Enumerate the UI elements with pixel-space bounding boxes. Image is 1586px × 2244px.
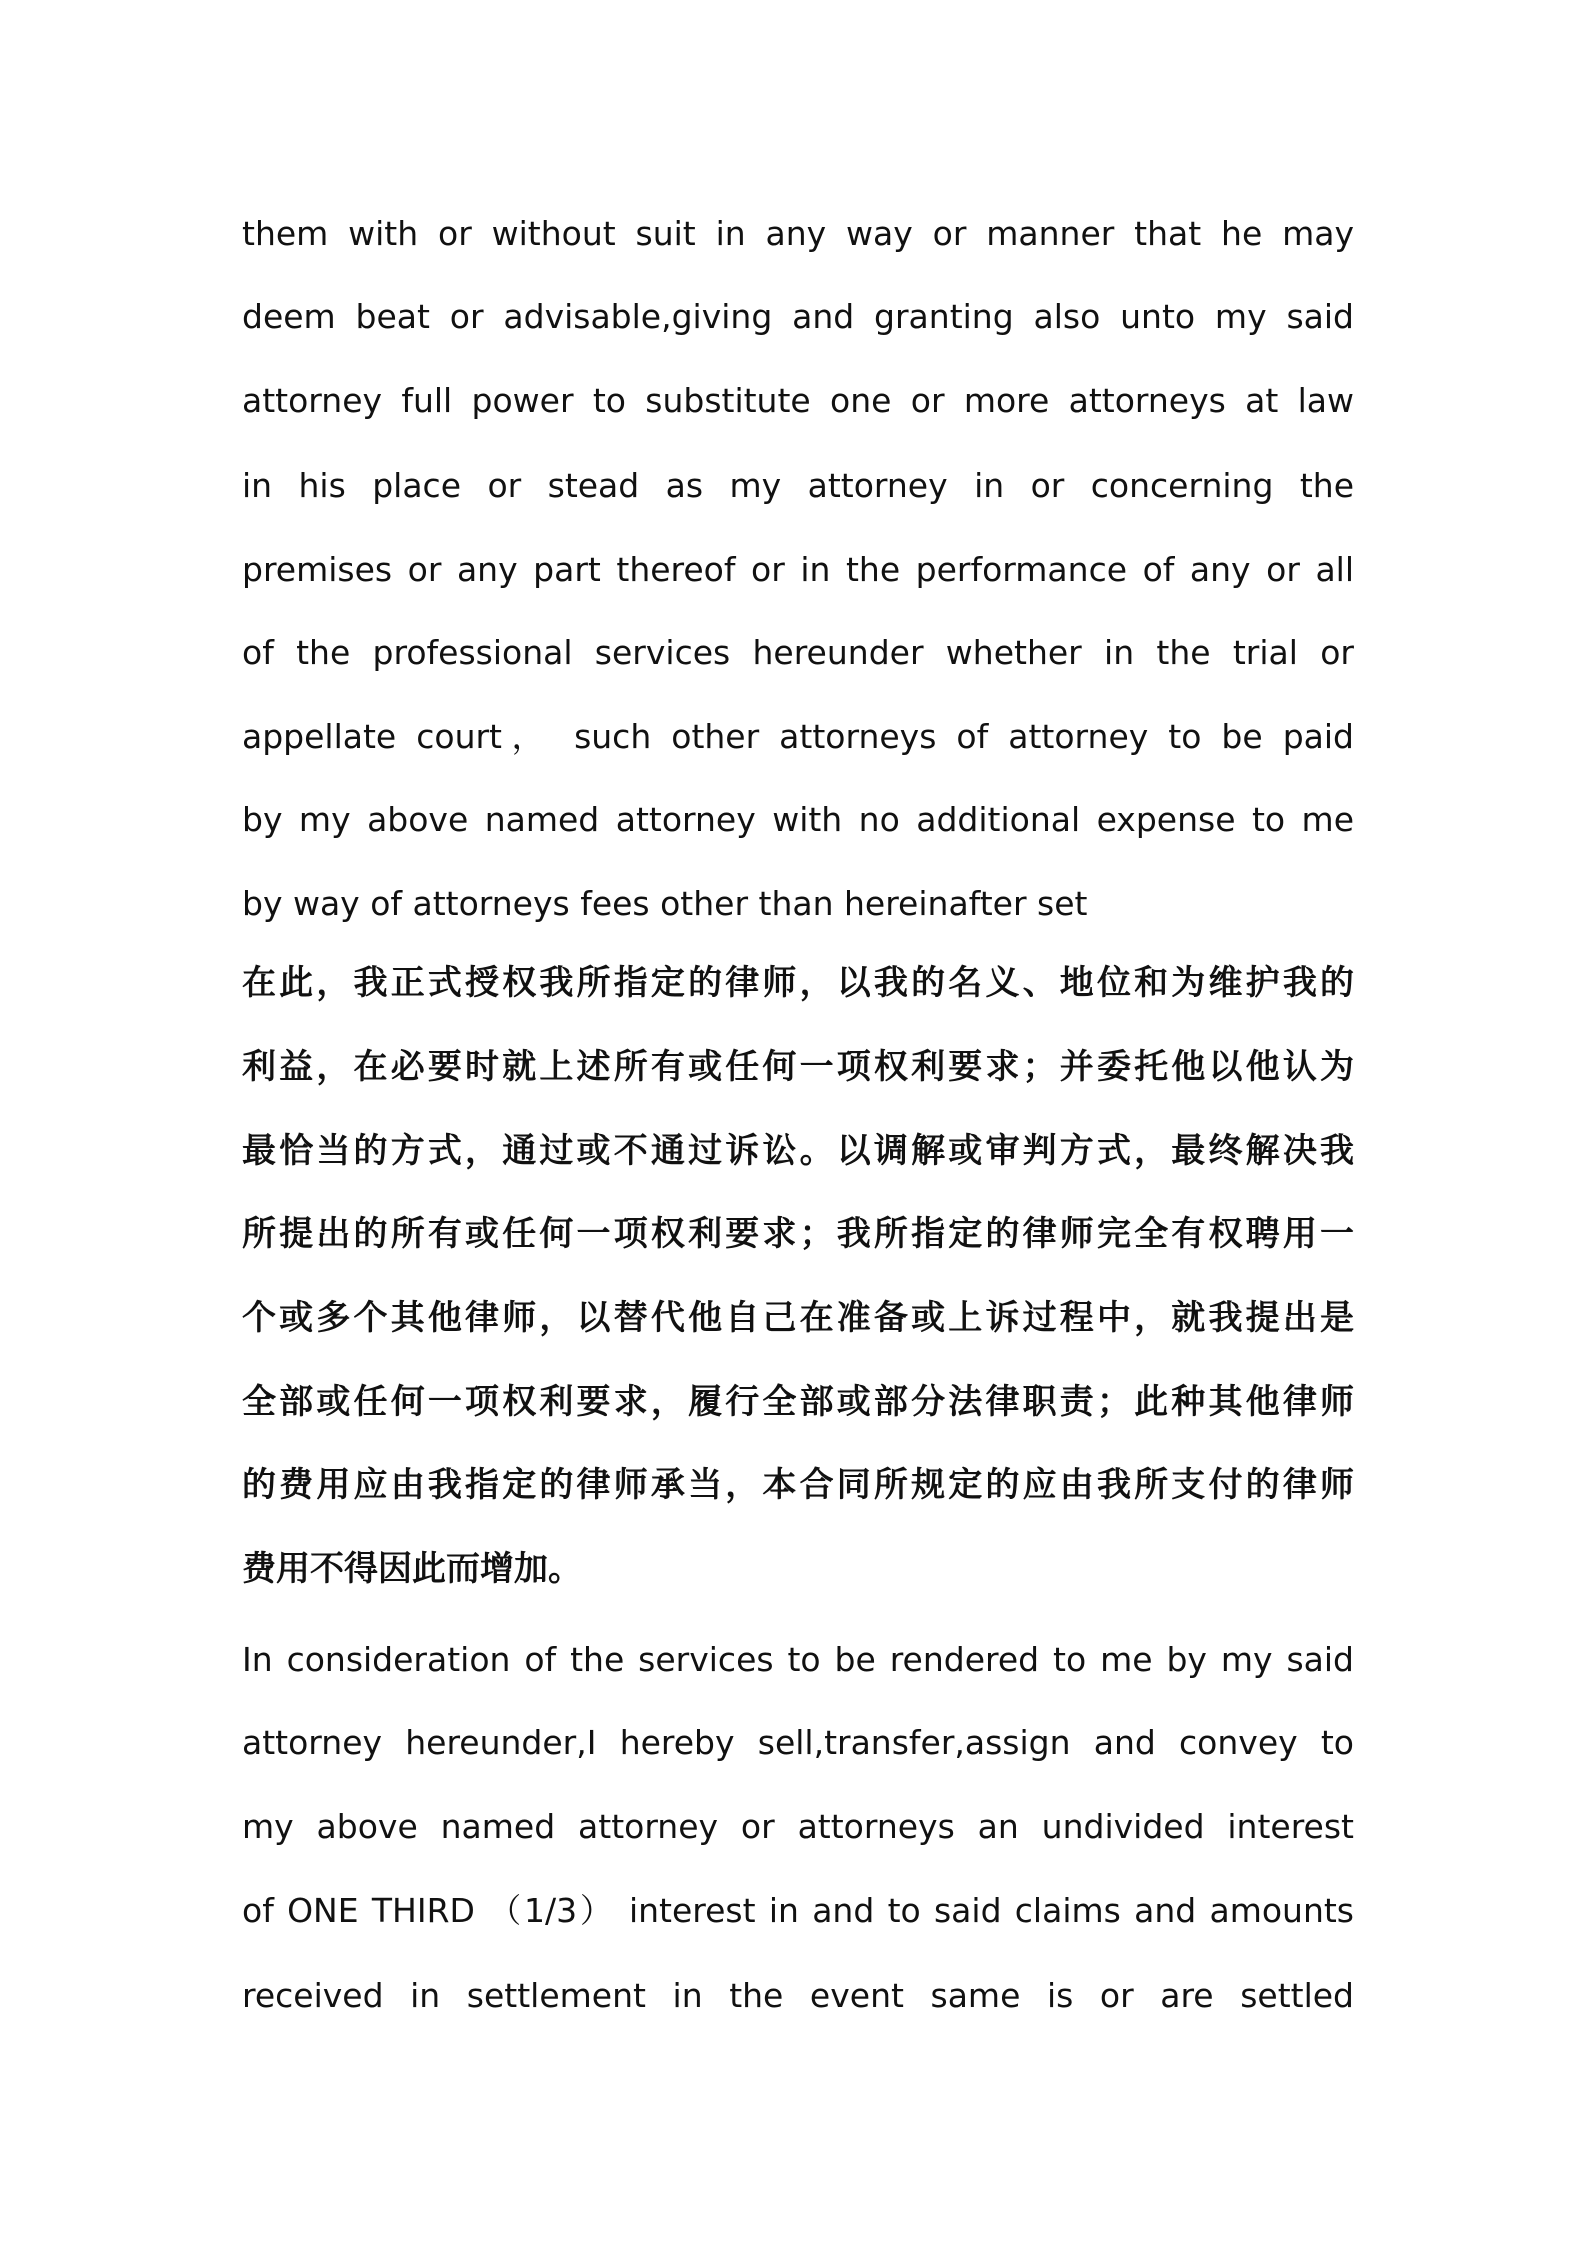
text-line: 全部或任何一项权利要求，履行全部或部分法律职责；此种其他律师 xyxy=(242,1382,1354,1422)
text-line: received in settlement in the event same is or are settled xyxy=(242,1976,1354,2015)
text-line: 的费用应由我指定的律师承当，本合同所规定的应由我所支付的律师 xyxy=(242,1465,1354,1505)
text-line: 费用不得因此而增加。 xyxy=(242,1549,582,1589)
text-line: by way of attorneys fees other than hereinafter set xyxy=(242,884,1088,923)
text-line: attorney hereunder,I hereby sell,transfer,assign and convey to xyxy=(242,1723,1354,1762)
text-line: 最恰当的方式，通过或不通过诉讼。以调解或审判方式，最终解决我 xyxy=(242,1131,1354,1171)
text-line: of ONE THIRD （1/3） interest in and to said claims and amounts xyxy=(242,1891,1354,1930)
text-line: premises or any part thereof or in the performance of any or all xyxy=(242,550,1354,589)
text-line: 利益，在必要时就上述所有或任何一项权利要求；并委托他以他认为 xyxy=(242,1047,1354,1087)
text-line: attorney full power to substitute one or more attorneys at law xyxy=(242,381,1354,420)
text-line: them with or without suit in any way or manner that he may xyxy=(242,214,1354,253)
text-line: 所提出的所有或任何一项权利要求；我所指定的律师完全有权聘用一 xyxy=(242,1214,1354,1254)
text-line: appellate court， such other attorneys of attorney to be paid xyxy=(242,717,1354,756)
text-line: my above named attorney or attorneys an undivided interest xyxy=(242,1807,1354,1846)
text-line: 个或多个其他律师，以替代他自己在准备或上诉过程中，就我提出是 xyxy=(242,1298,1354,1338)
text-line: by my above named attorney with no additional expense to me xyxy=(242,800,1354,839)
text-line: in his place or stead as my attorney in or concerning the xyxy=(242,466,1354,505)
text-line: of the professional services hereunder whether in the trial or xyxy=(242,633,1354,672)
text-line: deem beat or advisable,giving and granting also unto my said xyxy=(242,297,1354,336)
text-line: In consideration of the services to be rendered to me by my said xyxy=(242,1640,1354,1679)
text-line: 在此，我正式授权我所指定的律师，以我的名义、地位和为维护我的 xyxy=(242,963,1354,1003)
